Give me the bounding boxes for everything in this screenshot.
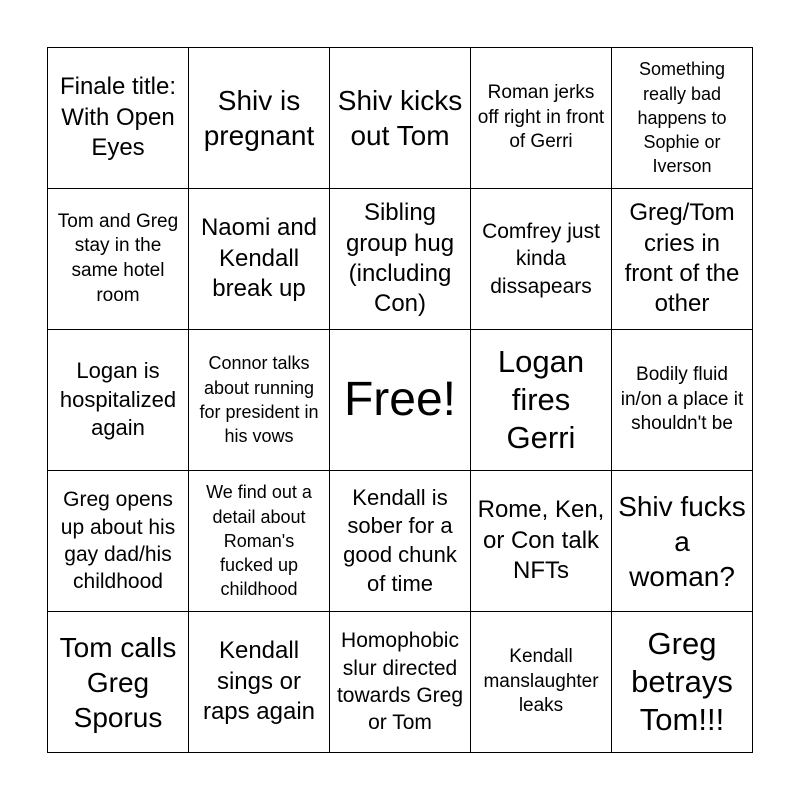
bingo-cell[interactable] xyxy=(330,612,471,753)
cell-text: Greg/Tom cries in front of the other xyxy=(624,199,740,318)
bingo-cell[interactable] xyxy=(48,612,189,753)
cell-text: Rome, Ken, or Con talk NFTs xyxy=(477,496,605,585)
bingo-cell[interactable] xyxy=(48,189,189,330)
bingo-cell[interactable] xyxy=(189,330,330,471)
bingo-cell[interactable] xyxy=(330,471,471,612)
cell-text: Greg opens up about his gay dad/his childhood xyxy=(60,488,176,594)
bingo-cell[interactable] xyxy=(471,189,612,330)
cell-text: Kendall sings or raps again xyxy=(202,637,316,726)
bingo-board xyxy=(47,47,753,753)
bingo-cell[interactable] xyxy=(471,612,612,753)
bingo-cell[interactable] xyxy=(330,48,471,189)
cell-text: Kendall is sober for a good chunk of time xyxy=(343,484,457,596)
bingo-cell[interactable] xyxy=(48,48,189,189)
bingo-cell[interactable] xyxy=(189,48,330,189)
cell-text: Logan fires Gerri xyxy=(497,344,585,455)
cell-text: We find out a detail about Roman's fucked up childhood xyxy=(206,482,312,600)
cell-text: Sibling group hug (including Con) xyxy=(345,199,455,318)
cell-text: Naomi and Kendall break up xyxy=(200,214,318,303)
bingo-cell[interactable] xyxy=(612,330,753,471)
free-space[interactable] xyxy=(330,330,471,471)
bingo-cell[interactable] xyxy=(612,471,753,612)
free-space-label: Free! xyxy=(343,372,457,426)
bingo-cell[interactable] xyxy=(612,48,753,189)
cell-text: Tom and Greg stay in the same hotel room xyxy=(57,210,179,306)
cell-text: Shiv kicks out Tom xyxy=(337,85,463,151)
cell-text: Greg betrays Tom!!! xyxy=(631,626,733,737)
cell-text: Logan is hospitalized again xyxy=(59,358,177,441)
bingo-cell[interactable] xyxy=(48,330,189,471)
cell-text: Shiv fucks a woman? xyxy=(618,490,746,592)
bingo-cell[interactable] xyxy=(471,471,612,612)
cell-text: Bodily fluid in/on a place it shouldn't be xyxy=(620,363,744,435)
cell-text: Homophobic slur directed towards Greg or Tom xyxy=(336,629,464,735)
cell-text: Something really bad happens to Sophie or Iverson xyxy=(637,59,727,177)
bingo-cell[interactable] xyxy=(612,189,753,330)
bingo-cell[interactable] xyxy=(189,189,330,330)
cell-text: Comfrey just kinda dissapears xyxy=(482,220,600,298)
bingo-cell[interactable] xyxy=(189,612,330,753)
bingo-cell[interactable] xyxy=(189,471,330,612)
cell-text: Connor talks about running for president in his vows xyxy=(199,353,319,447)
cell-text: Kendall manslaughter leaks xyxy=(483,645,599,717)
cell-text: Shiv is pregnant xyxy=(203,85,315,151)
bingo-cell[interactable] xyxy=(330,189,471,330)
cell-text: Tom calls Greg Sporus xyxy=(59,631,177,733)
cell-text: Roman jerks off right in front of Gerri xyxy=(477,81,605,153)
bingo-cell[interactable] xyxy=(471,330,612,471)
bingo-cell[interactable] xyxy=(471,48,612,189)
cell-text: Finale title: With Open Eyes xyxy=(59,73,177,162)
bingo-cell[interactable] xyxy=(612,612,753,753)
bingo-cell[interactable] xyxy=(48,471,189,612)
